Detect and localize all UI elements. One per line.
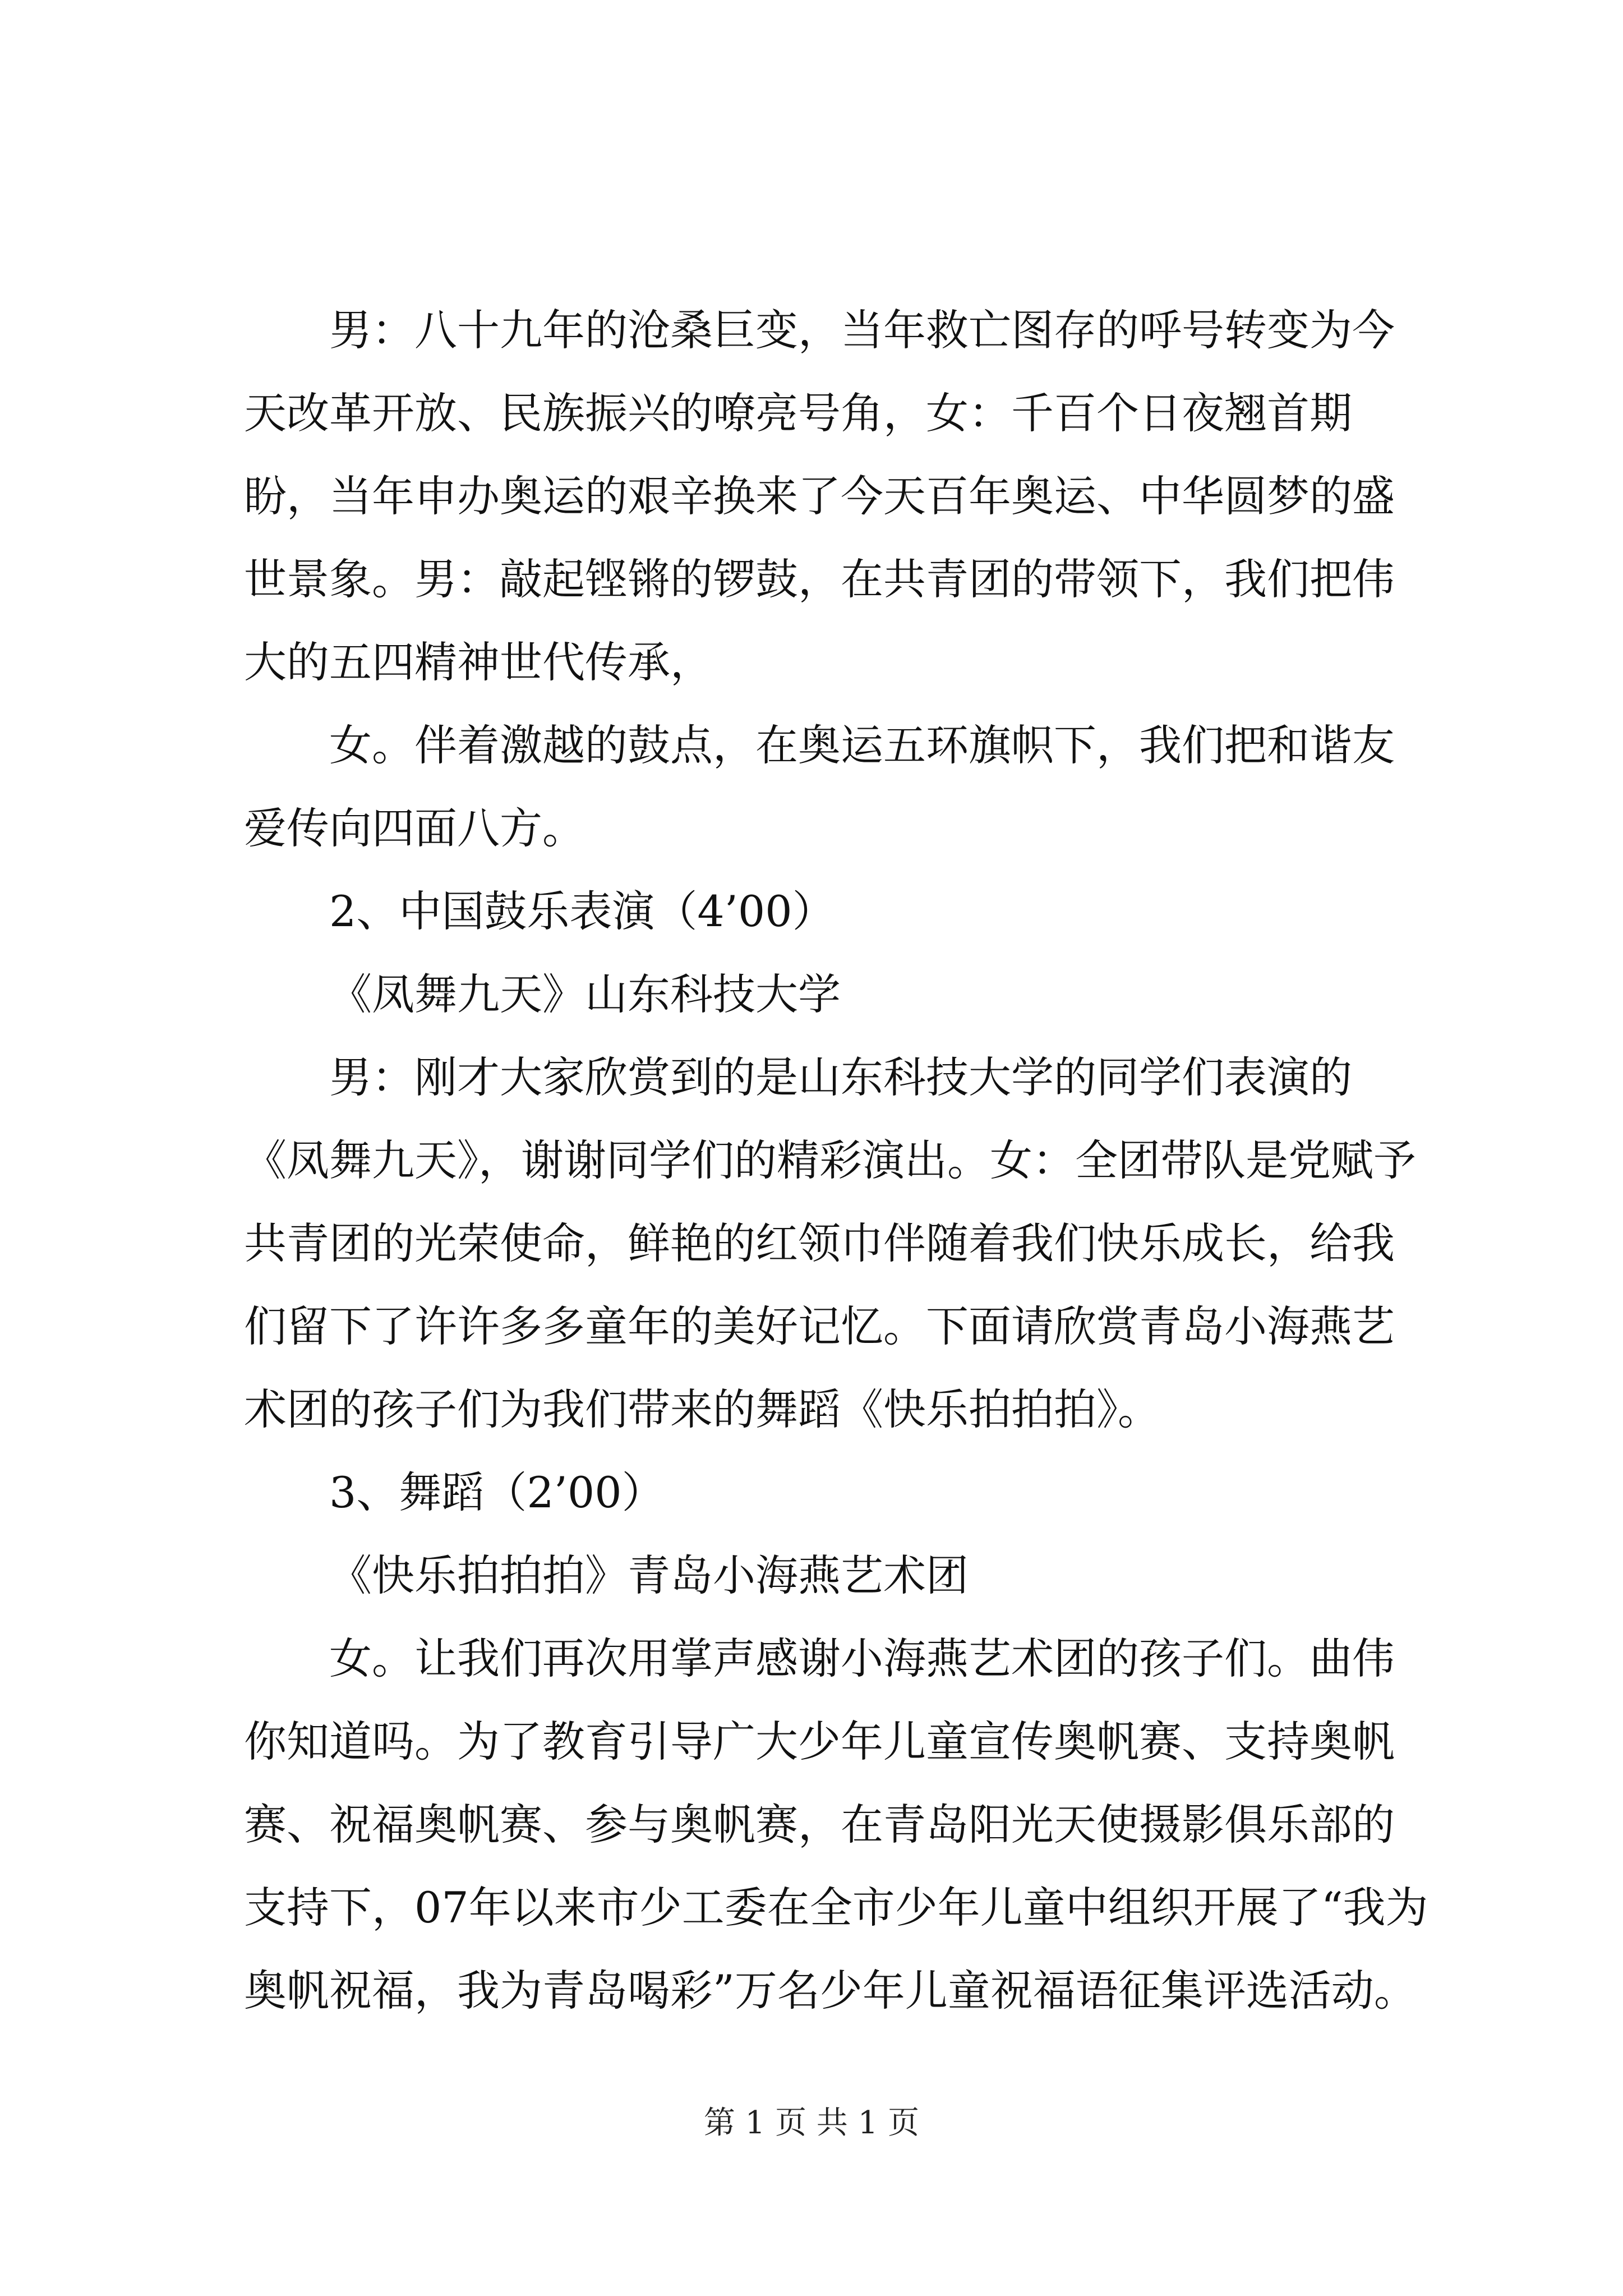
section-heading: 2、中国鼓乐表演（4’00） <box>329 886 835 936</box>
page-footer: 第 1 页 共 1 页 <box>703 2105 920 2141</box>
program-title: 《凤舞九天》山东科技大学 <box>329 969 841 1019</box>
section-heading: 3、舞蹈（2’00） <box>329 1467 665 1517</box>
program-title: 《快乐拍拍拍》青岛小海燕艺术团 <box>329 1550 969 1600</box>
paragraph: 女。让我们再次用掌声感谢小海燕艺术团的孩子们。曲伟你知道吗。为了教育引导广大少年儿童宣传奥帆赛、支持奥帆赛、祝福奥帆赛、参与奥帆赛，在青岛阳光天使摄影俱乐部的支持下，07年以来市少工委在全市少年儿童中组织开展了“我为奥帆祝福，我为青岛喝彩”万名少年儿童祝福语征集评选活动。 <box>244 1634 1428 2016</box>
paragraph: 女。伴着激越的鼓点，在奥运五环旗帜下，我们把和谐友爱传向四面八方。 <box>244 720 1395 853</box>
document-body <box>244 289 1436 2032</box>
paragraph: 男：刚才大家欣赏到的是山东科技大学的同学们表演的《凤舞九天》，谢谢同学们的精彩演出。女：全团带队是党赋予共青团的光荣使命，鲜艳的红领巾伴随着我们快乐成长，给我们留下了许许多多童年的美好记忆。下面请欣赏青岛小海燕艺术团的孩子们为我们带来的舞蹈《快乐拍拍拍》。 <box>244 1052 1416 1434</box>
paragraph: 男：八十九年的沧桑巨变，当年救亡图存的呼号转变为今天改革开放、民族振兴的嘹亮号角，女：千百个日夜翘首期盼，当年申办奥运的艰辛换来了今天百年奥运、中华圆梦的盛世景象。男：敲起铿锵的锣鼓，在共青团的带领下，我们把伟大的五四精神世代传承， <box>244 305 1395 687</box>
